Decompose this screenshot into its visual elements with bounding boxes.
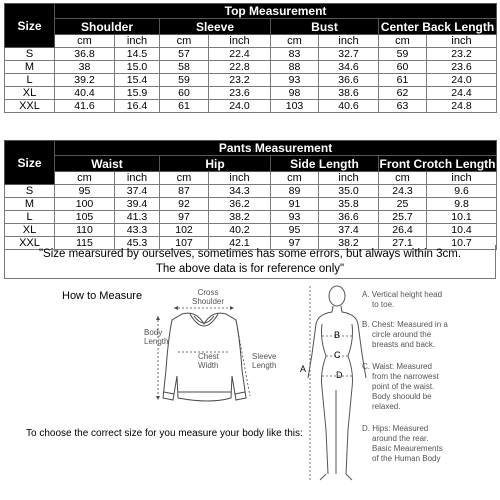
unit-header: inch [319,172,379,185]
value-cell: 92 [160,198,209,211]
size-cell: S [5,48,55,61]
value-cell: 37.4 [319,224,379,237]
value-cell: 36.6 [319,211,379,224]
value-cell: 107 [160,237,209,250]
value-cell: 61 [160,100,209,113]
size-cell: XL [5,224,55,237]
value-cell: 59 [160,74,209,87]
unit-header: inch [427,35,497,48]
size-cell: L [5,211,55,224]
sleeve-length-label: Sleeve Length [252,352,277,370]
unit-header: inch [319,35,379,48]
value-cell: 97 [160,211,209,224]
value-cell: 24.0 [427,74,497,87]
value-cell: 15.4 [115,74,160,87]
value-cell: 24.0 [209,100,271,113]
value-cell: 25.7 [379,211,427,224]
value-cell: 22.4 [209,48,271,61]
table-row [5,224,497,237]
value-cell: 93 [271,74,319,87]
value-cell: 14.5 [115,48,160,61]
value-cell: 24.8 [427,100,497,113]
legend-b: B. Chest: Measured in a circle around the breasts and back. [362,320,448,349]
value-cell: 38.6 [319,87,379,100]
unit-header: cm [160,172,209,185]
value-cell: 87 [160,185,209,198]
pants-measurement-title: Pants Measurement [55,141,497,156]
value-cell: 61 [379,74,427,87]
bust-header: Bust [271,19,379,35]
value-cell: 10.4 [427,224,497,237]
value-cell: 57 [160,48,209,61]
value-cell: 10.1 [427,211,497,224]
value-cell: 115 [55,237,115,250]
value-cell: 38.2 [209,211,271,224]
value-cell: 37.4 [115,185,160,198]
waist-header: Waist [55,156,160,172]
marker-c: C [334,350,341,360]
value-cell: 105 [55,211,115,224]
value-cell: 39.4 [115,198,160,211]
unit-header: cm [55,172,115,185]
cross-shoulder-label: Cross Shoulder [192,288,225,306]
legend-c: C. Waist: Measured from the narrowest point of the waist. Body shoould be relaxed. [362,362,439,411]
marker-d: D [336,370,343,380]
unit-header: inch [115,35,160,48]
body-figure-icon [308,286,366,480]
center-back-length-header: Center Back Length [379,19,497,35]
value-cell: 110 [55,224,115,237]
side-length-header: Side Length [271,156,379,172]
value-cell: 83 [271,48,319,61]
value-cell: 102 [160,224,209,237]
value-cell: 40.2 [209,224,271,237]
body-guides [310,286,352,480]
value-cell: 36.8 [55,48,115,61]
value-cell: 23.2 [427,48,497,61]
value-cell: 60 [160,87,209,100]
value-cell: 23.6 [209,87,271,100]
marker-a: A [300,364,307,374]
table-row [5,211,497,224]
hip-header: Hip [160,156,271,172]
note-line-1: "Size mearsured by ourselves, sometimes has some errors, but always within 3cm. [38,248,462,260]
value-cell: 60 [379,61,427,74]
unit-header: inch [209,35,271,48]
value-cell: 36.2 [209,198,271,211]
value-cell: 63 [379,100,427,113]
legend-a: A. Vertical height head to toe. [362,290,443,309]
sleeve-header: Sleeve [160,19,271,35]
size-cell: XL [5,87,55,100]
chest-width-label: Chest Width [198,352,219,370]
table-row [5,185,497,198]
value-cell: 103 [271,100,319,113]
unit-header: cm [271,35,319,48]
value-cell: 93 [271,211,319,224]
table-row [5,87,497,100]
value-cell: 34.6 [319,61,379,74]
marker-b: B [334,330,341,340]
how-to-measure-illustration [0,280,500,500]
value-cell: 15.0 [115,61,160,74]
unit-header: cm [271,172,319,185]
value-cell: 36.6 [319,74,379,87]
value-cell: 35.8 [319,198,379,211]
value-cell: 62 [379,87,427,100]
size-cell: M [5,61,55,74]
value-cell: 38.2 [319,237,379,250]
value-cell: 40.4 [55,87,115,100]
value-cell: 58 [160,61,209,74]
value-cell: 91 [271,198,319,211]
value-cell: 35.0 [319,185,379,198]
value-cell: 9.8 [427,198,497,211]
top-measurement-title: Top Measurement [55,4,497,19]
value-cell: 41.3 [115,211,160,224]
value-cell: 10.7 [427,237,497,250]
table-row [5,61,497,74]
table-row [5,198,497,211]
size-cell: L [5,74,55,87]
value-cell: 25 [379,198,427,211]
value-cell: 9.6 [427,185,497,198]
value-cell: 38 [55,61,115,74]
value-cell: 45.3 [115,237,160,250]
table-row [5,48,497,61]
unit-header: inch [427,172,497,185]
value-cell: 24.4 [427,87,497,100]
value-cell: 40.6 [319,100,379,113]
size-cell: S [5,185,55,198]
value-cell: 100 [55,198,115,211]
size-header: Size [5,141,55,185]
instruction-text: To choose the correct size for you measure your body like this: [26,428,303,439]
value-cell: 24.3 [379,185,427,198]
value-cell: 43.3 [115,224,160,237]
unit-header: inch [115,172,160,185]
value-cell: 39.2 [55,74,115,87]
value-cell: 88 [271,61,319,74]
value-cell: 42.1 [209,237,271,250]
value-cell: 22.8 [209,61,271,74]
value-cell: 32.7 [319,48,379,61]
unit-header: cm [379,172,427,185]
value-cell: 16.4 [115,100,160,113]
reference-note [4,245,496,279]
unit-header: cm [55,35,115,48]
value-cell: 98 [271,87,319,100]
size-cell: M [5,198,55,211]
front-crotch-length-header: Front Crotch Length [379,156,496,171]
value-cell: 27.1 [379,237,427,250]
body-length-label: Body Length [144,328,169,346]
unit-header: cm [379,35,427,48]
value-cell: 95 [271,224,319,237]
unit-header: cm [160,35,209,48]
size-cell: XXL [5,100,55,113]
note-line-2: The above data is for reference only" [155,263,345,275]
pants-measurement-table [4,140,497,250]
how-to-measure-title: How to Measure [62,290,143,302]
value-cell: 97 [271,237,319,250]
shoulder-header: Shoulder [55,19,160,35]
table-row [5,74,497,87]
value-cell: 15.9 [115,87,160,100]
value-cell: 59 [379,48,427,61]
value-cell: 34.3 [209,185,271,198]
size-header: Size [5,4,55,48]
value-cell: 95 [55,185,115,198]
top-measurement-table [4,3,497,113]
unit-header: inch [209,172,271,185]
value-cell: 23.2 [209,74,271,87]
value-cell: 23.6 [427,61,497,74]
value-cell: 89 [271,185,319,198]
size-cell: XXL [5,237,55,250]
table-row [5,100,497,113]
value-cell: 41.6 [55,100,115,113]
legend-d: D. Hips: Measured around the rear. Basic Meaurements of the Human Body [362,424,443,463]
value-cell: 26.4 [379,224,427,237]
